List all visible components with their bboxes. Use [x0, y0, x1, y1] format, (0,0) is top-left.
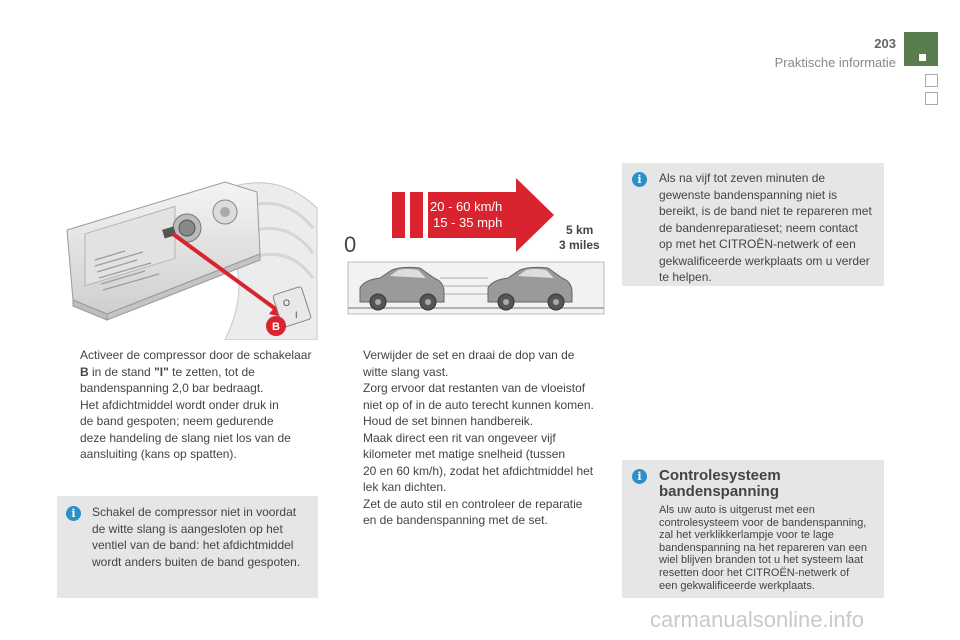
chapter-tab-active[interactable]	[904, 32, 938, 66]
bullet-item	[341, 496, 613, 529]
col2-instructions	[341, 347, 613, 529]
compressor-illustration	[55, 168, 320, 340]
distance-start-label: 0	[344, 232, 357, 257]
text-line: bandenspanning na het repareren van een	[659, 541, 867, 554]
info-text	[92, 504, 314, 570]
info-icon: i	[632, 469, 647, 484]
bullet-item	[58, 347, 328, 463]
text-line: Het afdichtmiddel wordt onder druk in	[80, 397, 279, 412]
switch-label: B	[80, 364, 89, 379]
text-line: kilometer met matige snelheid (tussen	[363, 447, 566, 461]
text-line: witte slang vast.	[363, 364, 449, 379]
text-line: op met het CITROËN-netwerk of een	[659, 237, 856, 251]
svg-text:I: I	[295, 310, 298, 320]
text-line: Zorg ervoor dat restanten van de vloeistof	[363, 381, 586, 395]
distance-km-label: 5 km	[566, 223, 594, 237]
distance-miles-label: 3 miles	[559, 238, 600, 252]
text-line: zal het verklikkerlampje voor te lage	[659, 529, 834, 542]
text-line: niet op of in de auto terecht kunnen komen.	[363, 397, 594, 412]
text-line: bandenspanning 2,0 bar bedraagt.	[80, 381, 264, 395]
text-line: Zet de auto stil en controleer de reparatie	[363, 496, 583, 511]
info-box-compressor	[57, 496, 318, 598]
text-line: een gekwalificeerde werkplaats.	[659, 579, 815, 592]
speed-kmh-label: 20 - 60 km/h	[430, 199, 503, 214]
title-line: Controlesysteem	[659, 467, 781, 484]
text-line: Houd de set binnen handbereik.	[363, 414, 534, 428]
text-line: gewenste bandenspanning niet is	[659, 187, 838, 202]
speed-distance-illustration	[340, 170, 610, 340]
section-title: Praktische informatie	[774, 55, 896, 70]
compressor-kit	[67, 182, 260, 320]
speed-mph-label: 15 - 35 mph	[433, 215, 503, 230]
text-line: controlesysteem voor de bandenspanning,	[659, 516, 867, 529]
text-line: 20 en 60 km/h), zodat het afdichtmiddel het	[363, 463, 594, 478]
bullet-item	[341, 430, 613, 496]
text-line: bereikt, is de band niet te repareren met	[659, 204, 872, 218]
text-line	[80, 364, 328, 381]
watermark: carmanualsonline.info	[650, 607, 865, 632]
text-line: wiel blijven branden tot u het systeem laat	[659, 554, 864, 567]
text-line: resetten door het CITROËN-netwerk of	[659, 566, 850, 579]
text-line: aansluiting (kans op spatten).	[80, 447, 237, 461]
col1-instruction	[58, 347, 328, 463]
info-text	[659, 170, 881, 286]
text-line: gekwalificeerde werkplaats om u verder	[659, 253, 870, 268]
tab-square-icon	[919, 54, 926, 61]
text-line: Als uw auto is uitgerust met een	[659, 504, 815, 516]
chapter-tab[interactable]	[925, 92, 938, 105]
text-line: lek kan dichten.	[363, 480, 447, 494]
text-line: wordt anders buiten de band gespoten.	[92, 554, 301, 569]
text-fragment: te zetten, tot de	[168, 364, 255, 379]
switch-position: "I"	[154, 364, 169, 379]
text-line: de band gespoten; neem gedurende	[80, 414, 274, 428]
text-line: Schakel de compressor niet in voordat	[92, 505, 297, 519]
text-line: ventiel van de band: het afdichtmiddel	[92, 538, 294, 552]
chapter-tab[interactable]	[925, 74, 938, 87]
marker-b-label: B	[272, 321, 280, 333]
box-text	[659, 504, 881, 592]
text-line: te helpen.	[659, 270, 712, 284]
svg-text:O: O	[283, 298, 291, 308]
info-box-tyre-pressure-system	[622, 460, 884, 598]
text-line: Maak direct een rit van ongeveer vijf	[363, 430, 556, 445]
text-line: Verwijder de set en draai de dop van de	[363, 348, 575, 362]
info-icon: i	[66, 506, 81, 521]
info-icon: i	[632, 172, 647, 187]
title-line: bandenspanning	[659, 483, 779, 500]
text-fragment: in de stand	[88, 364, 155, 379]
text-line: deze handeling de slang niet los van de	[80, 430, 291, 445]
bullet-item	[341, 347, 613, 430]
text-line: Activeer de compressor door de schakelaar	[80, 348, 312, 362]
box-title	[659, 468, 881, 500]
text-line: Als na vijf tot zeven minuten de	[659, 171, 826, 185]
info-box-pressure-not-reached	[622, 163, 884, 286]
page-number: 203	[874, 36, 896, 51]
text-line: de bandenreparatieset; neem contact	[659, 220, 858, 235]
text-line: en de bandenspanning met de set.	[363, 513, 548, 527]
text-line: de witte slang is aangesloten op het	[92, 521, 283, 536]
